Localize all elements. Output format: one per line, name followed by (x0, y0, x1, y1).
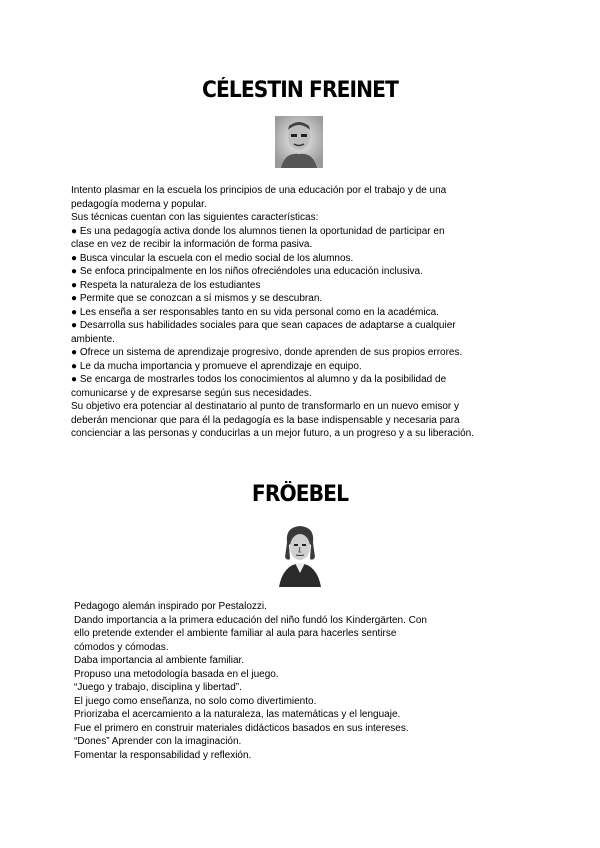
text-line: Fomentar la responsabilidad y reflexión. (74, 749, 252, 761)
text-line: ● Ofrece un sistema de aprendizaje progresivo, donde aprenden de sus propios errores. (71, 347, 463, 358)
text-line: comunicarse y de expresarse según sus necesidades. (71, 387, 312, 399)
text-line: “Dones” Aprender con la imaginación. (74, 736, 242, 747)
text-line: Intento plasmar en la escuela los principios de una educación por el trabajo y de una (71, 185, 447, 196)
text-line: Fue el primero en construir materiales didácticos basados en sus intereses. (74, 722, 409, 734)
text-line: deberán mencionar que para él la pedagogía es la base indispensable y necesaria para (71, 414, 460, 426)
text-line: El juego como enseñanza, no solo como divertimiento. (74, 695, 317, 707)
text-line: Dando importancia a la primera educación del niño fundó los Kindergärten. Con (74, 614, 427, 626)
text-line: Propuso una metodología basada en el juego. (74, 668, 279, 680)
text-line: pedagogía moderna y popular. (71, 198, 207, 210)
freinet-title: CÉLESTIN FREINET (202, 78, 398, 103)
text-line: ello pretende extender el ambiente familiar al aula para hacerles sentirse (74, 628, 397, 639)
text-line: ● Busca vincular la escuela con el medio social de los alumnos. (71, 252, 354, 264)
text-line: ● Permite que se conozcan a sí mismos y se descubran. (71, 293, 323, 304)
text-line: ● Se encarga de mostrarles todos los conocimientos al alumno y da la posibilidad de (71, 374, 447, 385)
text-line: ambiente. (71, 333, 115, 345)
text-line: ● Se enfoca principalmente en los niños ofreciéndoles una educación inclusiva. (71, 266, 423, 277)
text-line: Pedagogo alemán inspirado por Pestalozzi. (74, 601, 267, 612)
text-line: ● Les enseña a ser responsables tanto en su vida personal como en la académica. (71, 306, 439, 318)
text-line: Su objetivo era potenciar al destinatario al punto de transformarlo en un nuevo emisor y (71, 401, 460, 412)
text-line: Daba importancia al ambiente familiar. (74, 655, 245, 666)
text-line: ● Es una pedagogía activa donde los alumnos tienen la oportunidad de participar en (71, 225, 445, 237)
text-line: clase en vez de recibir la información de forma pasiva. (71, 239, 313, 250)
froebel-portrait (275, 521, 325, 587)
text-line: ● Desarrolla sus habilidades sociales para que sean capaces de adaptarse a cualquier (71, 320, 456, 331)
text-line: ● Le da mucha importancia y promueve el aprendizaje en equipo. (71, 360, 362, 372)
text-line: Priorizaba el acercamiento a la naturaleza, las matemáticas y el lenguaje. (74, 709, 401, 720)
freinet-portrait (275, 116, 323, 168)
text-line: ● Respeta la naturaleza de los estudiantes (71, 279, 261, 291)
froebel-text (74, 600, 427, 762)
text-line: Sus técnicas cuentan con las siguientes características: (71, 212, 319, 223)
text-line: “Juego y trabajo, disciplina y libertad”. (74, 682, 242, 693)
freinet-text (71, 184, 474, 441)
text-line: concienciar a las personas y conducirlas a un mejor futuro, a un progreso y a su liberación. (71, 428, 474, 439)
froebel-title: FRÖEBEL (251, 482, 349, 507)
text-line: cómodos y cómodas. (74, 641, 169, 653)
